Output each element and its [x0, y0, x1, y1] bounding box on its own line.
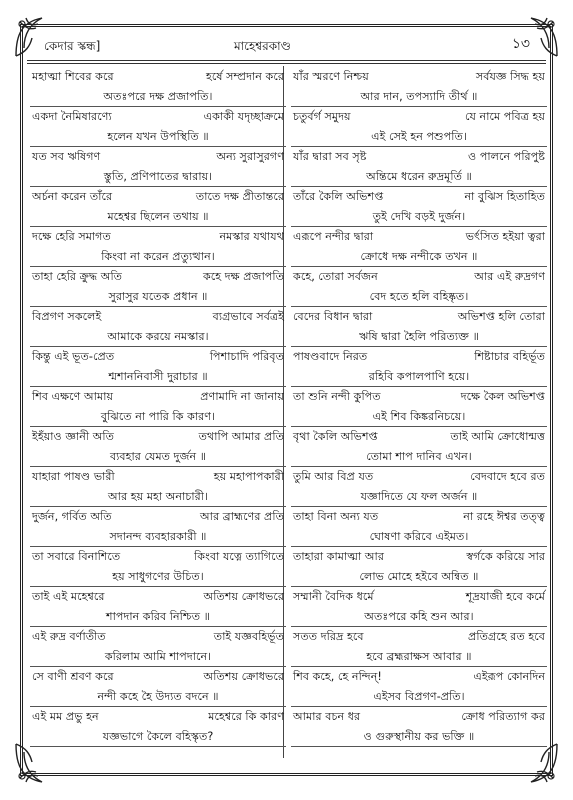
verse-line: [32, 547, 284, 567]
verse-half-second: সর্বযজ্ঞ সিদ্ধ হয়: [475, 70, 545, 83]
header-rule: [27, 63, 546, 64]
verse-refrain: সুরাসুর যতেক প্রধান ॥: [108, 289, 208, 303]
verse-stanza: [30, 707, 286, 747]
verse-half-second: যে নামে পবিত্র হয়: [465, 110, 545, 123]
verse-half-second: তাতে দক্ষ প্রীতান্তরে: [195, 190, 284, 203]
verse-line: [32, 427, 284, 447]
verse-half-first: চতুর্বর্গ সমুদয়: [293, 110, 351, 123]
verse-half-first: এই মম প্রভু হন: [32, 710, 99, 723]
verse-refrain: যজ্ঞাদিতে যে ফল অর্জন ॥: [360, 489, 478, 503]
verse-half-first: তুমি আর বিপ্র যত: [293, 470, 374, 483]
verse-half-second: কিংবা যত্নে ত্যাগিতে: [194, 550, 284, 563]
verse-refrain: কিংবা না করেন প্রত্যুত্থান।: [101, 249, 215, 263]
verse-half-first: যাহারা পাষণ্ড ভারী: [32, 470, 115, 483]
verse-line: [293, 107, 545, 127]
verse-refrain: ব্যবহার যেমত দুর্জন ॥: [109, 449, 207, 463]
verse-line: [32, 627, 284, 647]
verse-half-first: বৃথা কৈলি অভিশপ্ত: [293, 430, 378, 443]
page-number: ১৩: [511, 36, 530, 52]
verse-half-second: কহে দক্ষ প্রজাপতি: [202, 270, 284, 283]
verse-half-first: মহাত্মা শিবের করে: [32, 70, 114, 83]
verse-refrain: তোমা শাপ দানিব এখন।: [366, 449, 472, 463]
chapter-title: মাহেশ্বরকাণ্ড: [234, 39, 291, 53]
verse-stanza: [30, 187, 286, 227]
verse-half-first: তাই এই মহেশ্বরে: [32, 590, 105, 603]
verse-half-first: দক্ষে হেরি সমাগত: [32, 230, 111, 243]
verse-half-first: কহে, তোরা সর্বজন: [293, 270, 378, 283]
verse-stanza: [30, 507, 286, 547]
verse-half-second: অন্য সুরাসুরগণ: [216, 150, 284, 163]
verse-half-first: অর্চনা করেন তাঁরে: [32, 190, 113, 203]
verse-half-second: আর ব্রাহ্মণের প্রতি: [200, 510, 284, 523]
verse-half-first: যত সব ঋষিগণ: [32, 150, 101, 163]
verse-refrain: অতঃপরে কহি শুন আর।: [364, 609, 474, 623]
verse-stanza: [30, 427, 286, 467]
verse-line: [293, 707, 545, 727]
verse-half-first: এরূপে নন্দীর দ্বারা: [293, 230, 374, 243]
verse-refrain: আর হয় মহা অনাচারী।: [108, 489, 208, 503]
verse-line: [293, 267, 545, 287]
verse-stanza: [30, 147, 286, 187]
verse-half-first: যাঁর স্মরণে নিশ্চয়: [293, 70, 369, 83]
verse-half-second: অতিশয় ক্রোধভরে: [203, 590, 284, 603]
verse-line: [32, 187, 284, 207]
verse-stanza: [30, 347, 286, 387]
verse-refrain: হয় সাধুগণের উচিত।: [112, 569, 204, 583]
verse-half-second: অতিশয় ক্রোধভরে: [203, 670, 284, 683]
verse-line: [293, 187, 545, 207]
verse-stanza: [291, 507, 547, 547]
verse-refrain: তুই দেখি বড়ই দুর্জন।: [372, 209, 466, 223]
verse-half-second: আর এই রুদ্রগণ: [474, 270, 545, 283]
verse-stanza: [291, 547, 547, 587]
verse-half-second: মহেশ্বরে কি কারণ: [208, 710, 284, 723]
verse-half-second: দক্ষে কৈল অভিশপ্ত: [460, 390, 545, 403]
verse-refrain: যজ্ঞভাগে কৈলে বহিস্কৃত?: [102, 729, 214, 743]
verse-refrain: ও গুরুস্থানীয় কর ভক্তি ॥: [363, 729, 475, 743]
verse-stanza: [30, 667, 286, 707]
verse-stanza: [291, 467, 547, 507]
verse-half-second: ভর্ৎসিত হইয়া ত্বরা: [465, 230, 545, 243]
verse-stanza: [30, 307, 286, 347]
verse-half-second: হয় মহাপাপকারী: [213, 470, 284, 483]
verse-half-first: তাহা হেরি ক্রুদ্ধ অতি: [32, 270, 123, 283]
verse-half-second: শূদ্রযাজী হবে কর্মে: [465, 590, 545, 603]
verse-half-first: এই রুদ্র বর্ণাতীত: [32, 630, 106, 643]
verse-half-first: তাঁরে কৈলি অভিশপ্ত: [293, 190, 384, 203]
verse-line: [293, 387, 545, 407]
verse-half-second: তাই আমি ক্রোধোন্মত্ত: [450, 430, 545, 443]
header-rule: [27, 60, 546, 61]
left-column: [30, 67, 286, 747]
verse-line: [293, 587, 545, 607]
verse-half-second: একাকী যদৃচ্ছাক্রমে: [203, 110, 284, 123]
verse-stanza: [291, 707, 547, 747]
verse-half-second: অভিশপ্ত হলি তোরা: [457, 310, 545, 323]
running-header: [44, 35, 530, 57]
verse-refrain: সদানন্দ ব্যবহারকারী ॥: [109, 529, 207, 543]
verse-refrain: হবে ব্রহ্মরাক্ষস আবার ॥: [366, 649, 472, 663]
verse-line: [32, 147, 284, 167]
verse-stanza: [291, 347, 547, 387]
verse-half-second: ক্রোধ পরিত্যাগ কর: [461, 710, 545, 723]
verse-stanza: [30, 227, 286, 267]
verse-half-first: সম্মানী বৈদিক ধর্মে: [293, 590, 374, 603]
right-column: [291, 67, 547, 747]
verse-refrain: এই শিব কিঙ্করনিচয়ে।: [372, 409, 466, 423]
verse-stanza: [30, 107, 286, 147]
verse-half-first: আমার বচন ধর: [293, 710, 361, 723]
verse-line: [32, 307, 284, 327]
verse-line: [32, 387, 284, 407]
verse-half-first: শিব এক্ষণে আমায়: [32, 390, 114, 403]
verse-stanza: [291, 147, 547, 187]
verse-refrain: শাপদান করিব নিশ্চিত ॥: [105, 609, 210, 623]
verse-half-first: দুর্জন, গর্বিত অতি: [32, 510, 112, 523]
verse-half-second: না বুঝিস হিতাহিত: [464, 190, 545, 203]
verse-half-second: ব্যগ্রভাবে সর্বত্রই: [212, 310, 284, 323]
verse-stanza: [291, 587, 547, 627]
verse-half-second: না রহে ঈশ্বর তত্ত্ব: [463, 510, 545, 523]
verse-refrain: হলেন যখন উপস্থিতি ॥: [107, 129, 209, 143]
verse-half-first: বেদের বিধান দ্বারা: [293, 310, 373, 323]
verse-line: [32, 467, 284, 487]
verse-refrain: মহেশ্বর ছিলেন তথায় ॥: [107, 209, 209, 223]
verse-line: [32, 507, 284, 527]
section-title: কেদার স্কন্ধ]: [44, 39, 101, 53]
verse-stanza: [291, 387, 547, 427]
verse-line: [32, 267, 284, 287]
verse-line: [293, 547, 545, 567]
verse-refrain: এইসব বিপ্রগণ-প্রতি।: [373, 689, 465, 703]
verse-stanza: [291, 187, 547, 227]
verse-half-first: যাঁর দ্বারা সব সৃষ্ট: [293, 150, 367, 163]
verse-half-first: তা সবারে বিনাশিতে: [32, 550, 121, 563]
verse-line: [32, 67, 284, 87]
verse-half-first: কিন্তু এই ভূত-প্রেত: [32, 350, 115, 363]
verse-half-second: প্রণামাদি না জানায়: [200, 390, 284, 403]
verse-refrain: অন্তিমে ধরেন রুদ্রমূর্তি ॥: [366, 169, 472, 183]
verse-line: [32, 347, 284, 367]
verse-half-second: পিশাচাদি পরিবৃত: [209, 350, 284, 363]
verse-line: [32, 107, 284, 127]
verse-refrain: ঋষি দ্বারা হৈলি পরিত্যক্ত ॥: [359, 329, 479, 343]
verse-stanza: [291, 107, 547, 147]
verse-line: [293, 307, 545, 327]
verse-stanza: [30, 587, 286, 627]
verse-stanza: [30, 67, 286, 107]
verse-stanza: [291, 307, 547, 347]
verse-line: [293, 507, 545, 527]
verse-refrain: বেদ হতে হলি বহিষ্কৃত।: [369, 289, 469, 303]
verse-half-first: তাহা বিনা অন্য যত: [293, 510, 379, 523]
verse-half-first: বিপ্রগণ সকলেই: [32, 310, 102, 323]
verse-half-first: তাহারা কামাত্মা আর: [293, 550, 385, 563]
verse-half-second: শিষ্টাচার বহির্ভূত: [474, 350, 545, 363]
verse-half-first: ইহঁয়াও জ্ঞানী অতি: [32, 430, 114, 443]
verse-stanza: [291, 267, 547, 307]
verse-half-second: স্বর্গকে করিয়ে সার: [466, 550, 545, 563]
verse-stanza: [291, 667, 547, 707]
verse-stanza: [291, 67, 547, 107]
verse-refrain: ঘোষণা করিবে এইমত।: [369, 529, 469, 543]
verse-half-second: তথাপি আমার প্রতি: [198, 430, 284, 443]
verse-stanza: [30, 627, 286, 667]
verse-half-second: প্রতিগ্রহে রত হবে: [468, 630, 545, 643]
verse-half-first: একদা নৈমিষারণ্যে: [32, 110, 112, 123]
verse-half-second: এইরূপ কোনদিন: [473, 670, 545, 683]
verse-stanza: [30, 547, 286, 587]
verse-half-first: তা শুনি নন্দী কুপিত: [293, 390, 381, 403]
verse-refrain: রহিবি কপালপাণি হয়ে।: [368, 369, 470, 383]
verse-line: [32, 707, 284, 727]
verse-line: [293, 667, 545, 687]
verse-stanza: [291, 427, 547, 467]
verse-line: [293, 467, 545, 487]
verse-half-first: সতত দরিদ্র হবে: [293, 630, 364, 643]
verse-refrain: নন্দী কহে হৈ উদ্যত বদনে ॥: [97, 689, 219, 703]
verse-refrain: অতঃপরে দক্ষ প্রজাপতি।: [103, 89, 213, 103]
verse-line: [293, 427, 545, 447]
verse-half-first: পাষণ্ডবাদে নিরত: [293, 350, 368, 363]
verse-half-first: সে বাণী শ্রবণ করে: [32, 670, 114, 683]
verse-line: [293, 147, 545, 167]
verse-refrain: শ্মশাননিবাসী দুরাচার ॥: [108, 369, 208, 383]
verse-stanza: [291, 227, 547, 267]
verse-half-first: শিব কহে, হে নন্দিন্!: [293, 670, 382, 683]
verse-line: [32, 667, 284, 687]
verse-line: [32, 227, 284, 247]
verse-half-second: ও পালনে পরিপুষ্ট: [468, 150, 545, 163]
verse-stanza: [30, 387, 286, 427]
verse-stanza: [291, 627, 547, 667]
verse-line: [293, 347, 545, 367]
verse-refrain: আমাকে করয়ে নমস্কার।: [107, 329, 209, 343]
verse-line: [293, 227, 545, 247]
verse-line: [293, 67, 545, 87]
verse-refrain: আর দান, তপস্যাদি তীর্থ ॥: [360, 89, 478, 103]
verse-refrain: লোভ মোহে হইবে অন্বিত ॥: [359, 569, 479, 583]
verse-half-second: হর্ষে সম্প্রদান করে: [206, 70, 284, 83]
verse-stanza: [30, 267, 286, 307]
verse-refrain: ক্রোধে দক্ষ নন্দীকে তখন ॥: [360, 249, 478, 263]
verse-half-second: তাই যজ্ঞবহির্ভূত: [213, 630, 284, 643]
verse-refrain: বুঝিতে না পারি কি কারণ।: [100, 409, 216, 423]
verse-half-second: বেদবাদে হবে রত: [470, 470, 545, 483]
verse-stanza: [30, 467, 286, 507]
verse-refrain: এই সেই হন পশুপতি।: [371, 129, 467, 143]
verse-half-second: নমস্কার যথাযথ: [219, 230, 284, 243]
verse-refrain: স্তুতি, প্রণিপাতের দ্বারায়।: [103, 169, 213, 183]
verse-refrain: করিলাম আমি শাপদানে।: [104, 649, 212, 663]
verse-line: [32, 587, 284, 607]
verse-line: [293, 627, 545, 647]
